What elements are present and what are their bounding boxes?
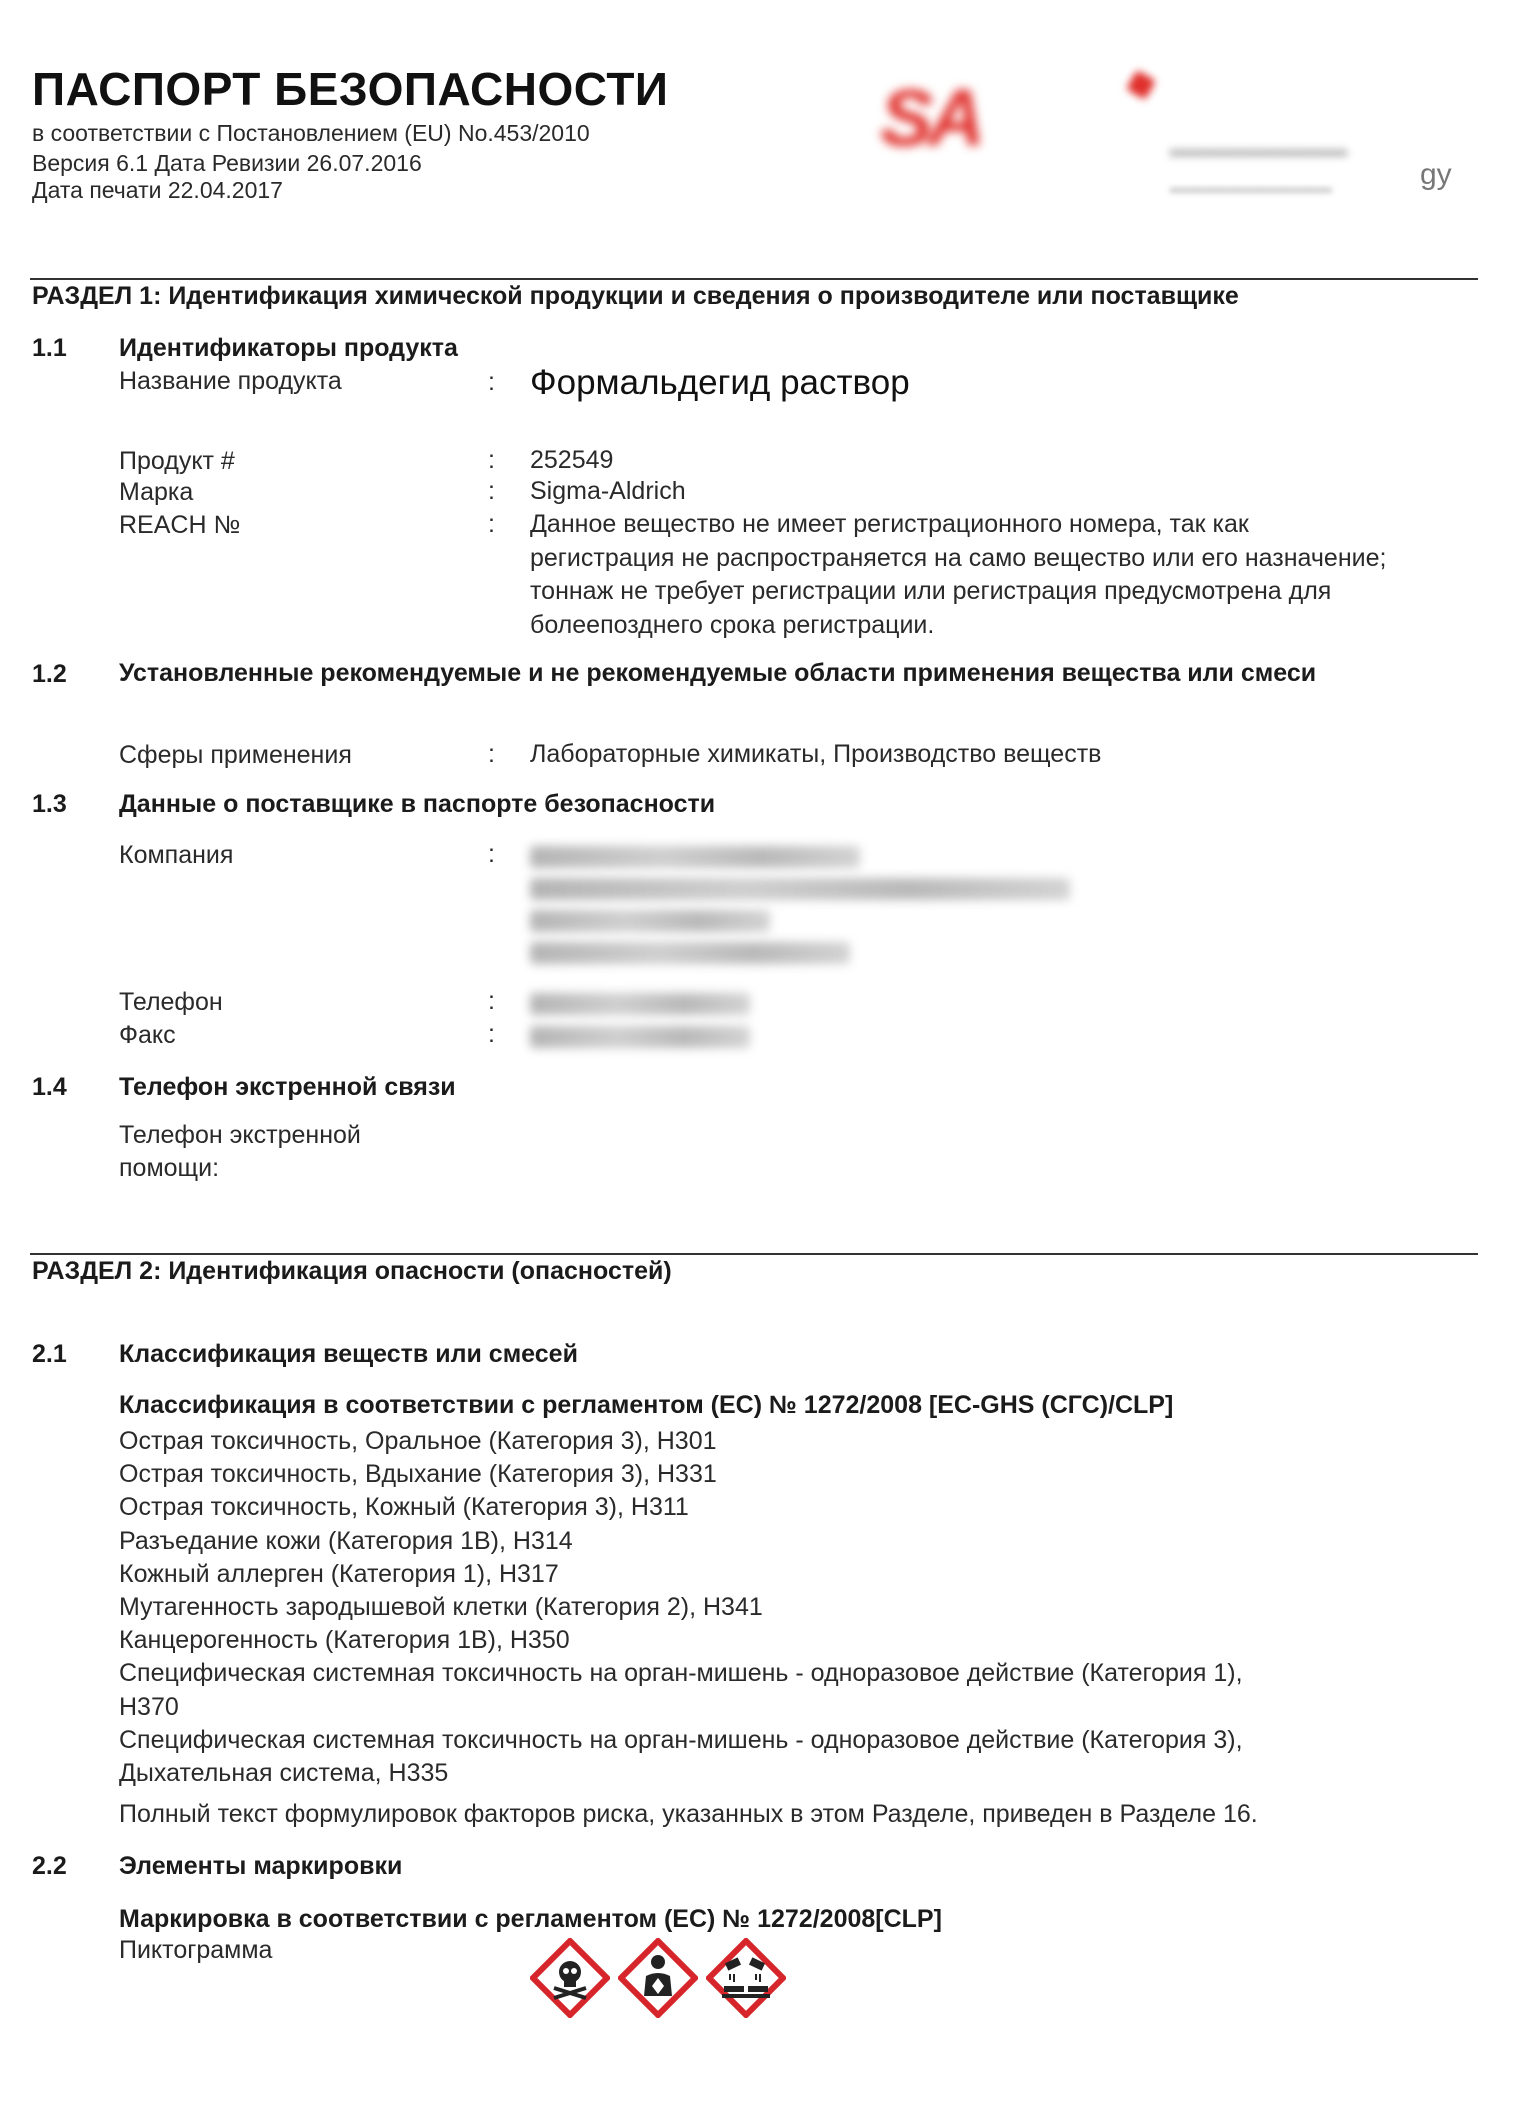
colon: : [488, 1020, 495, 1048]
classification-heading: Классификация в соответствии с регламентом (ЕС) № 1272/2008 [EC-GHS (СГС)/CLP] [119, 1391, 1174, 1419]
company-country-redacted [530, 942, 850, 964]
colon: : [488, 446, 495, 474]
subsection-number: 2.2 [32, 1852, 67, 1880]
logo-tagline-blurred: ▁▁▁▁▁▁▁ [1170, 159, 1332, 192]
product-name-value: Формальдегид раствор [530, 363, 910, 402]
version-line: Версия 6.1 Дата Ревизии 26.07.2016 [32, 150, 422, 176]
reach-value: Данное вещество не имеет регистрационного номера, так как регистрация не распространяется на само вещество или его назначение; тоннаж не требует регистрации или регистрация предусмотрена для болеепозднего срока регистрации. [530, 510, 1387, 639]
subsection-title: Данные о поставщике в паспорте безопасности [119, 790, 716, 818]
company-address-redacted [530, 878, 1070, 900]
colon: : [488, 840, 495, 868]
hazard-classification-list [119, 1425, 1459, 1790]
list-item: Специфическая системная токсичность на орган-мишень - одноразовое действие (Категория 3), [119, 1725, 1243, 1754]
list-item: Острая токсичность, Кожный (Категория 3), H311 [119, 1493, 689, 1522]
subsection-title: Элементы маркировки [119, 1852, 403, 1880]
scan-fade [1060, 1905, 1180, 1955]
company-city-redacted [530, 910, 770, 932]
corrosion-icon [706, 1938, 786, 2018]
labelling-heading: Маркировка в соответствии с регламентом (ЕС) № 1272/2008[CLP] [119, 1905, 942, 1933]
subsection-number: 1.4 [32, 1073, 67, 1101]
health-hazard-icon [618, 1938, 698, 2018]
subsection-number: 1.1 [32, 334, 67, 362]
list-item: Мутагенность зародышевой клетки (Категория 2), H341 [119, 1593, 763, 1622]
list-item: H370 [119, 1692, 179, 1721]
list-item: Специфическая системная токсичность на орган-мишень - одноразовое действие (Категория 1), [119, 1659, 1243, 1688]
company-name-redacted [530, 846, 860, 868]
colon: : [488, 510, 495, 538]
subsection-title: Идентификаторы продукта [119, 334, 458, 362]
section-divider [30, 1253, 1478, 1255]
list-item: Канцерогенность (Категория 1B), H350 [119, 1626, 570, 1655]
subsection-number: 2.1 [32, 1340, 67, 1368]
fax-label: Факс [119, 1021, 176, 1049]
list-item: Острая токсичность, Оральное (Категория 3), H301 [119, 1427, 717, 1455]
product-no-value: 252549 [530, 446, 614, 474]
logo-tagline-tail: gy [1420, 158, 1452, 191]
subsection-number: 1.2 [32, 660, 67, 688]
list-item: Разъедание кожи (Категория 1B), H314 [119, 1526, 573, 1555]
phone-redacted [530, 993, 750, 1015]
section-1-title: РАЗДЕЛ 1: Идентификация химической продукции и сведения о производителе или поставщике [32, 282, 1239, 310]
phone-label: Телефон [119, 988, 223, 1016]
ghs-pictograms [530, 1938, 790, 2028]
regulation-line: в соответствии с Постановлением (EU) No.453/2010 [32, 120, 590, 146]
uses-label: Сферы применения [119, 741, 352, 769]
company-label: Компания [119, 841, 234, 869]
logo-dot [1126, 70, 1156, 100]
brand-value: Sigma-Aldrich [530, 477, 686, 505]
uses-value: Лабораторные химикаты, Производство веществ [530, 740, 1102, 768]
section-divider [30, 278, 1478, 280]
list-item: Кожный аллерген (Категория 1), H317 [119, 1559, 559, 1588]
logo-wordmark-blurred: ▁▁▁▁▁ [1170, 103, 1347, 155]
colon: : [488, 368, 495, 396]
colon: : [488, 740, 495, 768]
colon: : [488, 987, 495, 1015]
print-date-line: Дата печати 22.04.2017 [32, 177, 283, 203]
product-name-label: Название продукта [119, 367, 342, 395]
colon: : [488, 477, 495, 505]
brand-label: Марка [119, 478, 194, 506]
logo-mark: SA [880, 73, 980, 162]
document-title: ПАСПОРТ БЕЗОПАСНОСТИ [32, 63, 669, 115]
pictogram-label: Пиктограмма [119, 1936, 273, 1964]
section-2-title: РАЗДЕЛ 2: Идентификация опасности (опасностей) [32, 1257, 672, 1285]
subsection-title: Телефон экстренной связи [119, 1073, 456, 1101]
subsection-title: Установленные рекомендуемые и не рекомендуемые области применения вещества или смеси [119, 659, 1317, 687]
skull-crossbones-icon [530, 1938, 610, 2018]
product-no-label: Продукт # [119, 447, 235, 475]
emergency-label-line2: помощи: [119, 1154, 220, 1182]
fax-redacted [530, 1026, 750, 1048]
emergency-label-line1: Телефон экстренной [119, 1121, 361, 1149]
list-item: Дыхательная система, H335 [119, 1759, 449, 1788]
subsection-title: Классификация веществ или смесей [119, 1340, 578, 1368]
subsection-number: 1.3 [32, 790, 67, 818]
full-text-note: Полный текст формулировок факторов риска, указанных в этом Разделе, приведен в Разделе 16. [119, 1800, 1258, 1828]
reach-label: REACH № [119, 511, 241, 539]
company-logo [860, 62, 1480, 202]
list-item: Острая токсичность, Вдыхание (Категория 3), H331 [119, 1460, 717, 1489]
